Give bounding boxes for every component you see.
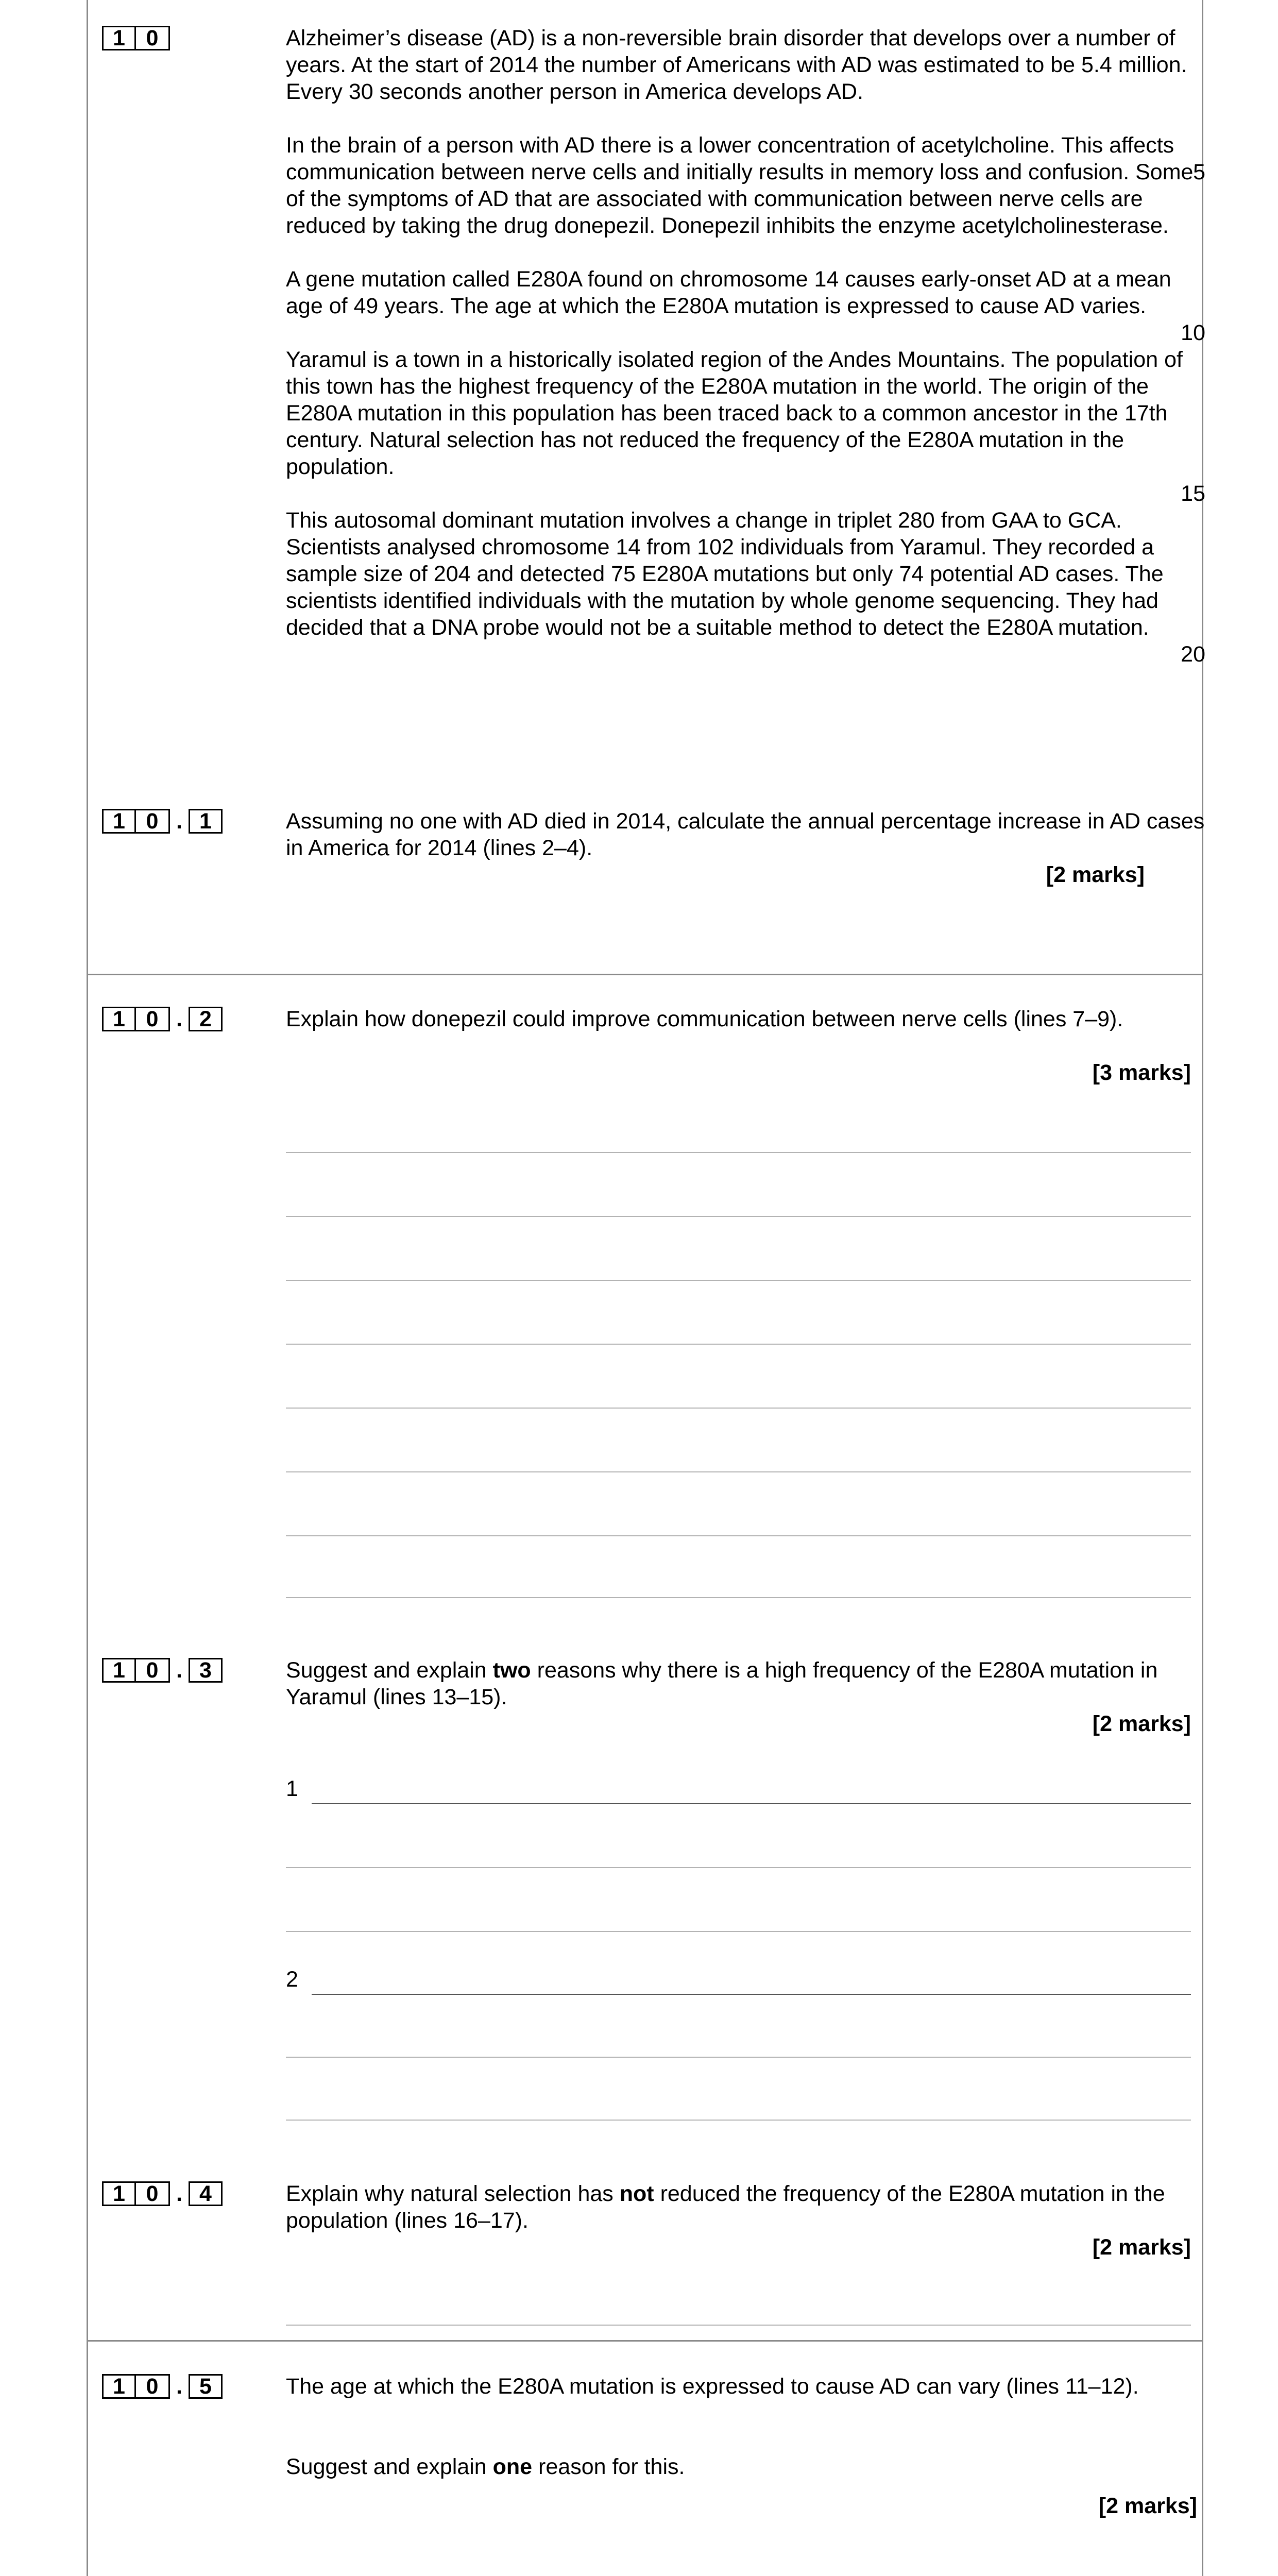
part-instruction: Suggest and explain one reason for this. <box>286 2454 685 2479</box>
left-margin-line <box>87 0 88 2576</box>
line-number: 15 <box>1181 481 1205 506</box>
section-divider <box>87 974 1203 975</box>
part-digit: 1 <box>189 809 223 834</box>
part-digit: 2 <box>189 1007 223 1031</box>
part-digit: 1 <box>102 2181 136 2206</box>
part-separator: . <box>176 2374 182 2399</box>
answer-line[interactable] <box>286 1931 1191 1932</box>
part-separator: . <box>176 2181 182 2206</box>
part-digit: 0 <box>136 2181 170 2206</box>
part-prompt: Explain how donepezil could improve communication between nerve cells (lines 7–9). <box>286 1007 1123 1031</box>
marks-label: [2 marks] <box>1092 1711 1191 1736</box>
answer-line[interactable] <box>286 1867 1191 1868</box>
line-number: 20 <box>1181 642 1205 667</box>
passage-paragraph: This autosomal dominant mutation involves a change in triplet 280 from GAA to GCA. Scientists analysed chromosome 14 from 102 individuals from Yaramul. They recorded a sample size of 204 and detected 75 E280A mutations but only 74 potential AD cases. The scientists identified individuals with the mutation by whole genome sequencing. They had decided that a DNA probe would not be a suitable method to detect the E280A mutation. <box>286 508 1164 640</box>
part-digit: 1 <box>102 1007 136 1031</box>
part-digit: 4 <box>189 2181 223 2206</box>
answer-label: 2 <box>286 1967 298 1992</box>
part-digit: 0 <box>136 1658 170 1683</box>
part-digit: 0 <box>136 1007 170 1031</box>
answer-line[interactable] <box>286 1344 1191 1345</box>
part-prompt: Explain why natural selection has not reduced the frequency of the E280A mutation in the population (lines 16–17). <box>286 2181 1165 2233</box>
part-number-box <box>102 1006 223 1032</box>
passage <box>286 25 1208 641</box>
section-divider <box>87 2340 1203 2342</box>
passage-paragraph: Alzheimer’s disease (AD) is a non-reversible brain disorder that develops over a number of years. At the start of 2014 the number of Americans with AD was estimated to be 5.4 million. Every 30 seconds another person in America develops AD. <box>286 26 1187 104</box>
part-digit: 1 <box>102 809 136 834</box>
answer-line[interactable] <box>286 1280 1191 1281</box>
part-separator: . <box>176 1658 182 1683</box>
question-digit: 1 <box>102 26 136 50</box>
answer-line[interactable] <box>286 2057 1191 2058</box>
part-digit: 1 <box>102 1658 136 1683</box>
part-prompt: The age at which the E280A mutation is expressed to cause AD can vary (lines 11–12). <box>286 2374 1139 2399</box>
answer-line[interactable] <box>286 1597 1191 1598</box>
part-prompt: Assuming no one with AD died in 2014, calculate the annual percentage increase in AD cases in America for 2014 (lines 2–4). <box>286 809 1205 860</box>
answer-label: 1 <box>286 1776 298 1801</box>
answer-line[interactable] <box>286 2325 1191 2326</box>
part-digit: 0 <box>136 2374 170 2399</box>
question-digit: 0 <box>136 26 170 50</box>
answer-line[interactable] <box>286 1408 1191 1409</box>
passage-paragraph: In the brain of a person with AD there is a lower concentration of acetylcholine. This affects communication between nerve cells and initially results in memory loss and confusion. Some of the symptoms of AD that are associated with communication between nerve cells are reduced by taking the drug donepezil. Donepezil inhibits the enzyme acetylcholinesterase. <box>286 133 1194 238</box>
part-digit: 1 <box>102 2374 136 2399</box>
marks-label: [2 marks] <box>1046 862 1145 887</box>
marks-label: [3 marks] <box>1092 1060 1191 1085</box>
part-digit: 3 <box>189 1658 223 1683</box>
answer-line[interactable] <box>286 1471 1191 1472</box>
part-separator: . <box>176 1007 182 1031</box>
answer-line[interactable] <box>286 1152 1191 1153</box>
passage-paragraph: Yaramul is a town in a historically isolated region of the Andes Mountains. The population of this town has the highest frequency of the E280A mutation in the world. The origin of the E280A mutation in this population has been traced back to a common ancestor in the 17th century. Natural selection has not reduced the frequency of the E280A mutation in the population. <box>286 347 1183 479</box>
part-number-box <box>102 808 223 835</box>
line-number: 5 <box>1193 160 1205 184</box>
part-separator: . <box>176 809 182 834</box>
part-prompt: Suggest and explain two reasons why there is a high frequency of the E280A mutation in Yaramul (lines 13–15). <box>286 1658 1158 1709</box>
question-number-box <box>102 25 170 52</box>
part-number-box <box>102 2180 223 2207</box>
passage-paragraph: A gene mutation called E280A found on chromosome 14 causes early-onset AD at a mean age of 49 years. The age at which the E280A mutation is expressed to cause AD varies. <box>286 267 1171 318</box>
answer-line[interactable] <box>312 1803 1191 1804</box>
part-number-box <box>102 1657 223 1684</box>
marks-label: [2 marks] <box>1092 2235 1191 2260</box>
line-number: 10 <box>1181 320 1205 345</box>
answer-line[interactable] <box>286 1535 1191 1536</box>
answer-line[interactable] <box>286 2120 1191 2121</box>
part-digit: 5 <box>189 2374 223 2399</box>
answer-line[interactable] <box>312 1994 1191 1995</box>
marks-label: [2 marks] <box>1098 2494 1197 2518</box>
answer-line[interactable] <box>286 1216 1191 1217</box>
part-number-box <box>102 2373 223 2400</box>
part-digit: 0 <box>136 809 170 834</box>
